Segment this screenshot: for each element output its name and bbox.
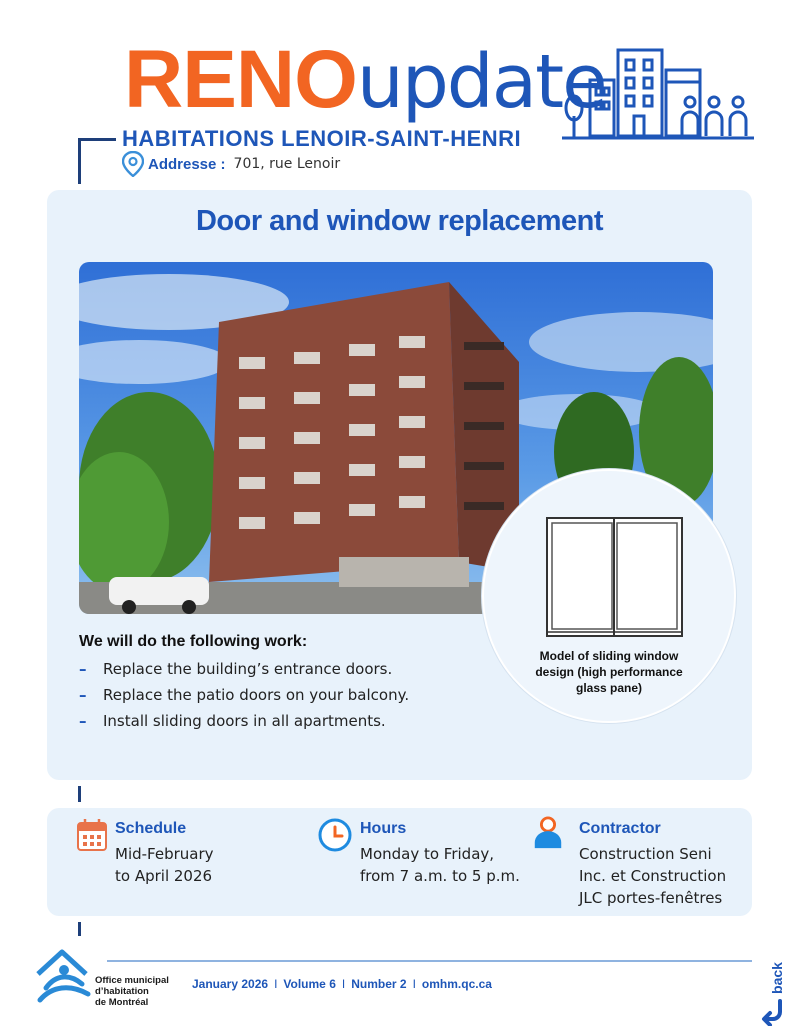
org-name: Office municipal d’habitation de Montréal xyxy=(95,975,169,1008)
clock-icon xyxy=(318,818,352,852)
person-icon xyxy=(532,816,564,850)
calendar-icon xyxy=(77,818,107,852)
header-bracket-vertical xyxy=(78,138,81,184)
location-pin-icon xyxy=(122,151,144,177)
masthead-update: update xyxy=(356,39,606,125)
hours-line-2: from 7 a.m. to 5 p.m. xyxy=(360,867,520,885)
issue-date: January 2026 xyxy=(192,977,269,991)
contractor-line-3: JLC portes-fenêtres xyxy=(579,889,723,907)
dash-bullet-icon: – xyxy=(79,712,87,730)
omhm-logo-icon xyxy=(34,944,94,1004)
list-item: – Install sliding doors in all apartments. xyxy=(79,712,386,730)
masthead-reno: RENO xyxy=(124,34,357,125)
website-link[interactable]: omhm.qc.ca xyxy=(421,977,492,991)
issue-number: Number 2 xyxy=(351,977,407,991)
work-heading: We will do the following work: xyxy=(79,633,308,650)
masthead-logo xyxy=(124,34,606,125)
city-buildings-icon xyxy=(562,44,754,140)
back-arrow-icon[interactable] xyxy=(760,998,788,1026)
footer-meta xyxy=(192,977,492,991)
schedule-title: Schedule xyxy=(115,820,187,837)
footer-divider xyxy=(107,960,752,962)
dash-bullet-icon: – xyxy=(79,686,87,704)
back-link[interactable]: back xyxy=(769,962,785,994)
separator: I xyxy=(274,977,278,991)
dash-bullet-icon: – xyxy=(79,660,87,678)
address-value: 701, rue Lenoir xyxy=(233,156,341,172)
address-row xyxy=(122,152,340,176)
separator: I xyxy=(341,977,346,991)
contractor-line-1: Construction Seni xyxy=(579,845,712,863)
main-title: Door and window replacement xyxy=(195,205,604,237)
work-list xyxy=(79,658,409,736)
project-name: HABITATIONS LENOIR-SAINT-HENRI xyxy=(122,126,522,151)
contractor-title: Contractor xyxy=(579,820,661,837)
separator: I xyxy=(412,977,416,991)
schedule-line-1: Mid-February xyxy=(115,845,214,863)
hours-line-1: Monday to Friday, xyxy=(360,845,495,863)
address-label: Addresse : xyxy=(148,155,226,173)
hours-title: Hours xyxy=(360,820,407,837)
divider-tick-top xyxy=(78,786,81,802)
issue-volume: Volume 6 xyxy=(283,977,336,991)
contractor-line-2: Inc. et Construction xyxy=(579,867,727,885)
divider-tick-bottom xyxy=(78,922,81,936)
schedule-line-2: to April 2026 xyxy=(115,867,213,885)
window-caption: Model of sliding window design (high performance glass pane) xyxy=(535,649,683,695)
list-item: – Replace the building’s entrance doors. xyxy=(79,660,393,678)
header-bracket-horizontal xyxy=(78,138,116,141)
list-item: – Replace the patio doors on your balcony. xyxy=(79,686,410,704)
sliding-window-icon xyxy=(546,517,683,637)
